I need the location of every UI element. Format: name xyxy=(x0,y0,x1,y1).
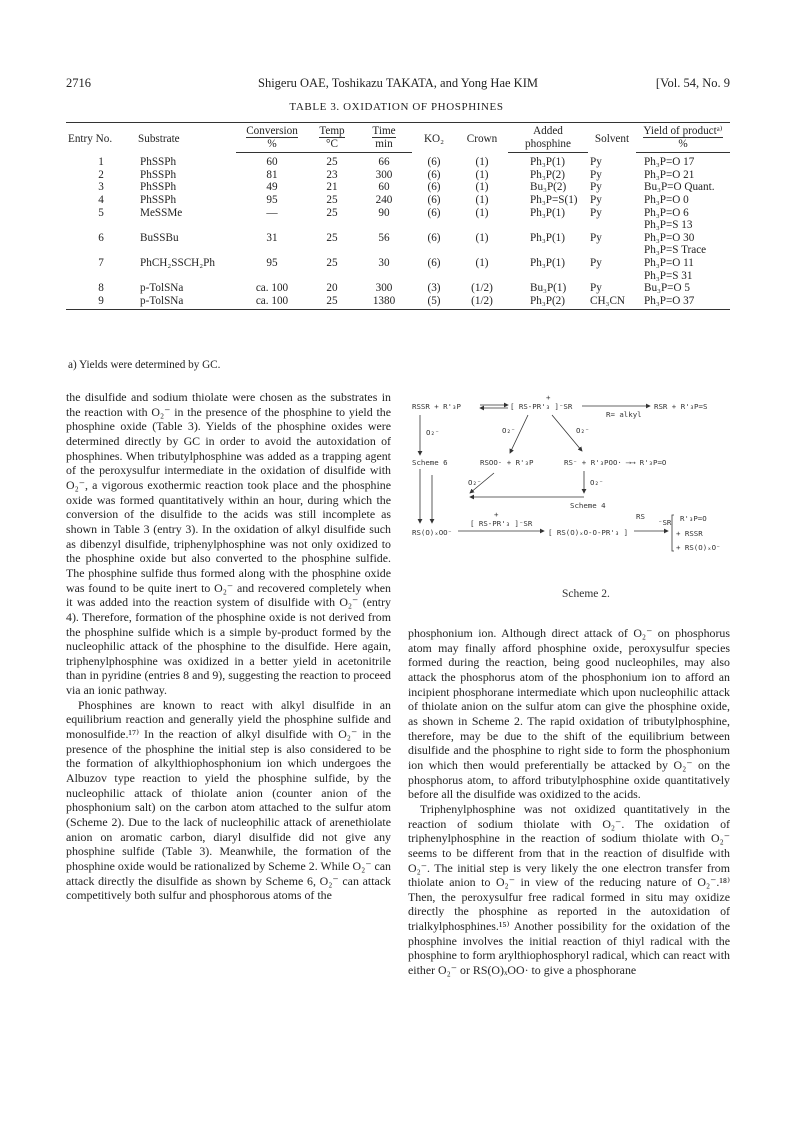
header-added: Added xyxy=(508,123,588,138)
cell-entry: 6 xyxy=(98,231,104,244)
cell-empty xyxy=(236,244,308,257)
scheme-rs-minus-path: RS⁻ + R'₃POO· ⟶⟶ R'₃P=O xyxy=(564,458,667,467)
cell-temp: 25 xyxy=(326,206,338,219)
scheme-o2-e: O₂⁻ xyxy=(590,478,604,487)
cell-yield1: Bu₃P=O Quant. xyxy=(644,181,715,194)
scheme-rsoo: RSOO· + R'₃P xyxy=(480,458,534,467)
right-column-text xyxy=(408,626,730,978)
scheme-o2-b: O₂⁻ xyxy=(502,426,516,435)
cell-substrate: PhSSPh xyxy=(140,193,177,206)
cell-yield1: Ph₃P=O 6 xyxy=(644,206,689,219)
header-substrate: Substrate xyxy=(136,123,236,153)
table-row xyxy=(66,194,730,207)
cell-substrate: MeSSMe xyxy=(140,206,183,219)
header-added-phosphine: phosphine xyxy=(508,138,588,153)
left-column-text xyxy=(66,390,391,903)
cell-yield1: Ph₃P=O 17 xyxy=(644,156,695,169)
scheme-o2-c: O₂⁻ xyxy=(576,426,590,435)
table-row xyxy=(66,232,730,245)
cell-crown: (1) xyxy=(475,231,489,244)
cell-temp: 25 xyxy=(308,295,356,310)
cell-crown: (1/2) xyxy=(456,295,508,310)
scheme-caption: Scheme 2. xyxy=(562,588,610,600)
cell-ko2: (6) xyxy=(427,155,441,168)
cell-time: 30 xyxy=(378,256,390,269)
cell-empty xyxy=(136,219,236,232)
cell-time: 56 xyxy=(378,231,390,244)
paragraph: phosphonium ion. Although direct attack of O₂⁻ on phosphorus atom may finally afford phosphine oxide, peroxysulfur species formed during the reaction, being good nucleophiles, may also attack the phosphorus atom of the phosphonium ion to afford an incipient phosphorane intermediate which upon nucleophilic attack of thiolate anion on the sulfur atom can give the phosphine oxide, as shown in Scheme 2. The rapid oxidation of tributylphosphine, therefore, may be due to the shift of the equilibrium between disulfide and the phosphine to right side to form the phosphonium ion which then would preferentially be attacked by O₂⁻ on the phosphorus atom, to afford tributylphosphine oxide quantitatively before all the disulfide was oxidized to the acids. xyxy=(408,626,730,802)
cell-time: 66 xyxy=(378,156,390,169)
cell-substrate: p-TolSNa xyxy=(140,282,184,295)
header-conversion: Conversion xyxy=(246,125,298,137)
cell-time: 300 xyxy=(375,282,393,295)
scheme-2-diagram xyxy=(410,393,730,608)
cell-phosphine: Ph₃P(1) xyxy=(530,256,565,269)
cell-yield1: Ph₃P=O 37 xyxy=(636,295,730,310)
table-row xyxy=(66,282,730,295)
table-row xyxy=(66,169,730,182)
cell-yield2: Ph₃P=S Trace xyxy=(644,244,707,257)
cell-ko2: (6) xyxy=(427,181,441,194)
running-header xyxy=(66,76,730,92)
cell-empty xyxy=(66,244,136,257)
cell-empty xyxy=(136,270,236,283)
cell-substrate: BuSSBu xyxy=(140,231,179,244)
scheme-peroxysulfinate: RS(O)ₓOO⁻ xyxy=(412,528,453,537)
cell-crown: (1) xyxy=(475,206,489,219)
cell-time: 240 xyxy=(375,193,393,206)
cell-phosphine: Bu₃P(1) xyxy=(530,282,567,295)
cell-time: 300 xyxy=(375,168,393,181)
cell-phosphine: Ph₃P(2) xyxy=(530,168,565,181)
cell-time: 1380 xyxy=(356,295,412,310)
scheme-phosphonium: [ RS-PR'₃ ]⁻SR xyxy=(510,402,573,411)
cell-yield2: Ph₃P=S 13 xyxy=(644,219,693,232)
table-oxidation-of-phosphines xyxy=(66,122,730,310)
cell-conversion: — xyxy=(266,206,278,219)
cell-conversion: 81 xyxy=(266,168,278,181)
cell-conversion: 95 xyxy=(266,256,278,269)
cell-solvent: Py xyxy=(590,181,602,194)
table-row xyxy=(66,244,730,257)
header-temp-unit: °C xyxy=(308,138,356,153)
cell-yield1: Ph₃P=O 11 xyxy=(644,256,694,269)
cell-substrate: p-TolSNa xyxy=(136,295,236,310)
cell-solvent: Py xyxy=(590,206,602,219)
cell-substrate: PhCH₂SSCH₂Ph xyxy=(140,256,215,269)
cell-entry: 7 xyxy=(98,256,104,269)
cell-empty xyxy=(236,270,308,283)
cell-conversion: 31 xyxy=(266,231,278,244)
cell-empty xyxy=(356,270,412,283)
cell-empty xyxy=(508,270,588,283)
header-yield: Yield of productᵃ⁾ xyxy=(643,125,723,137)
cell-empty xyxy=(308,244,356,257)
cell-solvent: Py xyxy=(590,282,602,295)
cell-ko2: (6) xyxy=(427,231,441,244)
cell-entry: 9 xyxy=(66,295,136,310)
cell-empty xyxy=(588,219,636,232)
cell-ko2: (6) xyxy=(427,193,441,206)
cell-yield1: Bu₃P=O 5 xyxy=(644,282,690,295)
paragraph: the disulfide and sodium thiolate were chosen as the substrates in the reaction with O₂⁻ in the presence of the phosphine to yield the phosphine oxide (Table 3). Yields of the phosphine oxides were determined directly by GC in order to avoid the autoxidation of phosphines. When tributylphosphine was added as a trapping agent of the peroxysulfur intermediate in the oxidation of disulfide with O₂⁻, a vigorous exothermic reaction took place and the phosphine oxide was formed quantitatively within an hour, during which the conversion of the disulfide to the acids was still incomplete as shown in Table 3 (entry 3). In the oxidation of alkyl disulfide such as dibenzyl disulfide, triphenylphosphine was not only oxidized to the phosphine oxide but also converted to the phosphine sulfide. The phosphine sulfide thus formed along with the phosphine oxide was found to be quite inert to O₂⁻ and recovered completely when it was added into the reaction system of disulfide with O₂⁻ (entry 4). Therefore, formation of the phosphine oxide is not derived from the phosphine sulfide which is a simple by-product formed by the nucleophilic attack of the phosphine to the disulfide. Here again, triphenylphosphine was oxidized in a better yield in acetonitrile than in pyridine (entries 8 and 9), suggesting the reaction to proceed via an ionic pathway. xyxy=(66,390,391,698)
cell-phosphine: Ph₃P(1) xyxy=(530,156,565,169)
cell-empty xyxy=(588,270,636,283)
cell-entry: 2 xyxy=(98,168,104,181)
page-number: 2716 xyxy=(66,76,91,90)
cell-entry: 5 xyxy=(98,206,104,219)
cell-yield1: Ph₃P=O 30 xyxy=(644,231,695,244)
cell-temp: 25 xyxy=(326,231,338,244)
scheme-plus-top: + xyxy=(546,393,551,402)
cell-empty xyxy=(66,270,136,283)
cell-conversion: ca. 100 xyxy=(255,282,289,295)
header-temp: Temp xyxy=(319,125,345,137)
cell-crown: (1/2) xyxy=(471,282,493,295)
paragraph: Triphenylphosphine was not oxidized quantitatively in the reaction of sodium thiolate with O₂⁻. The oxidation of triphenylphosphine in the reaction of sodium thiolate with O₂⁻ seems to be different from that in the reaction of disulfide with O₂⁻. The initial step is very likely the one electron transfer from thiolate anion to O₂⁻ in view of the reducing nature of O₂⁻.¹⁸⁾ Then, the peroxysulfur free radical formed in situ may oxidize directly the phosphine as reported in the autoxidation of trialkylphosphines.¹⁵⁾ Another possibility for the oxidation of the phosphine involves the initial reaction of thiyl radical with the phosphine to form arylthiophosphoryl radical, which can react with either O₂⁻ or RS(O)ₓOO· to give a phosphorane xyxy=(408,801,730,978)
cell-ko2: (5) xyxy=(412,295,456,310)
cell-phosphine: Ph₃P(1) xyxy=(530,206,565,219)
cell-entry: 4 xyxy=(98,193,104,206)
cell-empty xyxy=(508,219,588,232)
cell-temp: 20 xyxy=(326,282,338,295)
cell-phosphine: Bu₃P(2) xyxy=(530,181,567,194)
header-solvent: Solvent xyxy=(588,123,636,153)
cell-crown: (1) xyxy=(475,256,489,269)
cell-empty xyxy=(456,219,508,232)
cell-empty xyxy=(588,244,636,257)
header-yield-unit: % xyxy=(636,138,730,153)
cell-ko2: (6) xyxy=(427,206,441,219)
scheme-4-label: Scheme 4 xyxy=(570,501,606,510)
cell-time: 60 xyxy=(378,181,390,194)
table-row xyxy=(66,257,730,270)
scheme-phosphonium-bottom: [ RS-PR'₃ ]⁻SR xyxy=(470,519,533,528)
cell-yield2: Ph₃P=S 31 xyxy=(644,269,693,282)
cell-crown: (1) xyxy=(475,193,489,206)
cell-solvent: Py xyxy=(590,256,602,269)
cell-empty xyxy=(236,219,308,232)
cell-yield1: Ph₃P=O 21 xyxy=(644,168,695,181)
header-entry: Entry No. xyxy=(66,123,136,153)
scheme-o2-d: O₂⁻ xyxy=(468,478,482,487)
cell-empty xyxy=(456,270,508,283)
header-ko2: KO₂ xyxy=(412,123,456,153)
cell-substrate: PhSSPh xyxy=(140,181,177,194)
cell-entry: 3 xyxy=(98,181,104,194)
cell-temp: 21 xyxy=(326,181,338,194)
table-row xyxy=(66,181,730,194)
scheme-product-oxide: R'₃P=O xyxy=(680,514,707,523)
header-time: Time xyxy=(372,125,396,137)
scheme-o2-a: O₂⁻ xyxy=(426,428,440,437)
cell-ko2: (6) xyxy=(427,168,441,181)
scheme-sr-label: ⁻SR xyxy=(658,518,672,527)
cell-temp: 23 xyxy=(326,168,338,181)
cell-empty xyxy=(508,244,588,257)
cell-solvent: Py xyxy=(590,168,602,181)
running-title-authors: Shigeru OAE, Toshikazu TAKATA, and Yong Hae KIM xyxy=(258,76,538,90)
cell-phosphine: Ph₃P(1) xyxy=(530,231,565,244)
cell-crown: (1) xyxy=(475,155,489,168)
cell-solvent: Py xyxy=(590,155,602,168)
cell-ko2: (6) xyxy=(427,256,441,269)
scheme-product-disulfide: + RSSR xyxy=(676,529,703,538)
scheme-plus-bottom: + xyxy=(494,510,499,519)
scheme-product-anion: + RS(O)ₓO⁻ xyxy=(676,543,721,552)
cell-solvent: Py xyxy=(590,193,602,206)
scheme-phosphorane: [ RS(O)ₓO-O-PR'₃ ] xyxy=(548,528,629,537)
table-row xyxy=(66,295,730,310)
cell-conversion: 95 xyxy=(266,193,278,206)
cell-substrate: PhSSPh xyxy=(140,168,177,181)
scheme-alkyl-note: R= alkyl xyxy=(606,410,642,419)
cell-temp: 25 xyxy=(326,193,338,206)
cell-empty xyxy=(412,244,456,257)
scheme-sulfide-products: RSR + R'₃P=S xyxy=(654,402,708,411)
cell-empty xyxy=(66,219,136,232)
header-crown: Crown xyxy=(456,123,508,153)
cell-crown: (1) xyxy=(475,181,489,194)
header-conversion-unit: % xyxy=(236,138,308,153)
table-caption: TABLE 3. OXIDATION OF PHOSPHINES xyxy=(289,101,504,113)
table-footnote: a) Yields were determined by GC. xyxy=(68,359,221,371)
scheme-6-label: Scheme 6 xyxy=(412,458,448,467)
cell-conversion: 60 xyxy=(266,156,278,169)
cell-substrate: PhSSPh xyxy=(140,155,177,168)
cell-phosphine: Ph₃P=S(1) xyxy=(530,193,578,206)
cell-entry: 8 xyxy=(98,282,104,295)
scheme-reactants: RSSR + R'₃P xyxy=(412,402,461,411)
cell-empty xyxy=(356,219,412,232)
table-row xyxy=(66,207,730,220)
table-row xyxy=(66,270,730,283)
cell-yield1: Ph₃P=O 0 xyxy=(644,193,689,206)
cell-conversion: 49 xyxy=(266,181,278,194)
cell-solvent: Py xyxy=(590,231,602,244)
table-row xyxy=(66,219,730,232)
cell-empty xyxy=(136,244,236,257)
cell-empty xyxy=(412,219,456,232)
cell-entry: 1 xyxy=(98,155,104,168)
cell-temp: 25 xyxy=(326,256,338,269)
header-time-unit: min xyxy=(356,138,412,153)
cell-time: 90 xyxy=(378,206,390,219)
scheme-rs-label: RS xyxy=(636,512,645,521)
cell-temp: 25 xyxy=(326,156,338,169)
cell-solvent: CH₃CN xyxy=(588,295,636,310)
cell-empty xyxy=(456,244,508,257)
cell-empty xyxy=(412,270,456,283)
cell-crown: (1) xyxy=(475,168,489,181)
cell-empty xyxy=(308,219,356,232)
cell-phosphine: Ph₃P(2) xyxy=(508,295,588,310)
cell-empty xyxy=(356,244,412,257)
cell-ko2: (3) xyxy=(427,282,441,295)
cell-conversion: ca. 100 xyxy=(236,295,308,310)
journal-volume: [Vol. 54, No. 9 xyxy=(655,76,730,90)
paragraph: Phosphines are known to react with alkyl disulfide in an equilibrium reaction and generally yield the phosphine sulfide and monosulfide.¹⁷⁾ In the reaction of alkyl disulfide with O₂⁻ in the presence of the phosphine the initial step is also considered to be the formation of alkylthiophosphonium ion which undergoes the Albuzov type reaction to yield the phosphine sulfide, by the nucleophilic attack of thiolate anion (counter anion of the phosphonium salt) on the carbon atom attached to the sulfur atom (Scheme 2). Due to the lack of nucleophilic attack of arenethiolate anion on aromatic carbon, diaryl disulfide did not give any phosphine sulfide (Table 3). Meanwhile, the formation of the phosphine oxide would be rationalized by Scheme 2. While O₂⁻ can attack directly the disulfide as shown by Scheme 6, O₂⁻ can attack competitively both sulfur and phosphorous atoms of the xyxy=(66,697,391,903)
cell-empty xyxy=(308,270,356,283)
table-row xyxy=(66,153,730,169)
